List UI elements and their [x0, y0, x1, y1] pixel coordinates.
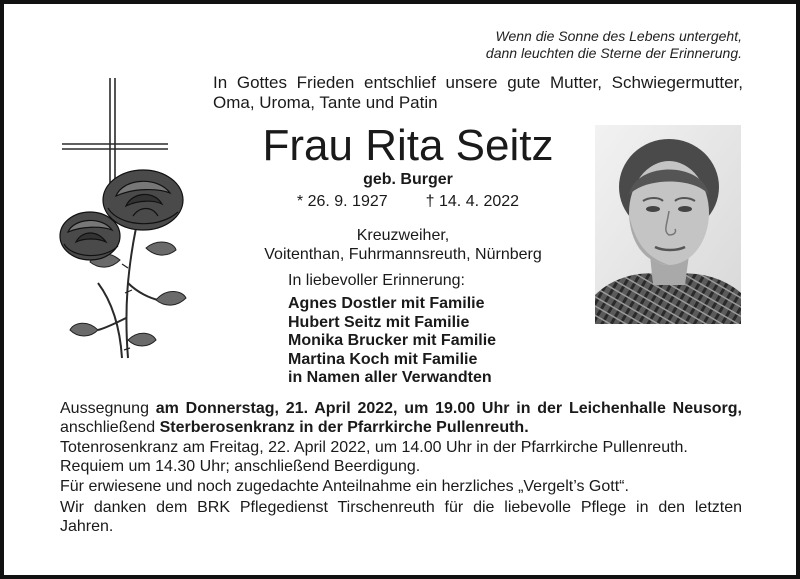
funeral-line-2: Requiem um 14.30 Uhr; anschließend Beerdigung. — [60, 457, 421, 475]
deceased-name: Frau Rita Seitz — [262, 121, 554, 170]
memory-label: In liebevoller Erinnerung: — [288, 272, 465, 289]
intro-line-2: Oma, Uroma, Tante und Patin — [213, 93, 438, 112]
blessing-notice — [60, 400, 742, 419]
mourner-item: Hubert Seitz mit Familie — [288, 313, 470, 331]
funeral-notice — [60, 439, 742, 476]
motto-line-2: dann leuchten die Sterne der Erinnerung. — [485, 45, 742, 61]
life-dates — [258, 193, 558, 211]
mourner-item: Monika Brucker mit Familie — [288, 332, 497, 349]
care-line-2: Jahren. — [60, 517, 114, 535]
motto-line-1: Wenn die Sonne des Lebens untergeht, — [495, 28, 742, 44]
birth-date: * 26. 9. 1927 — [296, 193, 388, 210]
care-line-1: Wir danken dem BRK Pflegedienst Tirschenreuth für die liebevolle Pflege in den letzten — [60, 498, 742, 516]
portrait-photo — [595, 125, 741, 324]
maiden-name: geb. Burger — [363, 171, 453, 188]
intro-text — [213, 73, 743, 113]
mourner-item: Agnes Dostler mit Familie — [288, 295, 485, 312]
places-line-1: Kreuzweiher, — [356, 227, 450, 244]
places — [238, 226, 568, 264]
mourner-item: Martina Koch mit Familie — [288, 350, 478, 368]
rosary-place: Sterberosenkranz in der Pfarrkirche Pullenreuth. — [159, 418, 529, 436]
care-notice — [60, 499, 742, 536]
rosary-prefix: anschließend — [60, 418, 160, 436]
death-date: † 14. 4. 2022 — [425, 193, 520, 210]
mourner-item: in Namen aller Verwandten — [288, 369, 492, 386]
blessing-time: am Donnerstag, 21. April 2022, um 19.00 Uhr in der Leichenhalle Neusorg, — [155, 400, 742, 417]
thanks-notice: Für erwiesene und noch zugedachte Anteilnahme ein herzliches „Vergelt’s Gott“. — [60, 478, 629, 496]
blessing-prefix: Aussegnung — [60, 400, 156, 417]
funeral-line-1: Totenrosenkranz am Freitag, 22. April 2022, um 14.00 Uhr in der Pfarrkirche Pullenreuth. — [60, 439, 688, 457]
places-line-2: Voitenthan, Fuhrmannsreuth, Nürnberg — [264, 246, 542, 263]
mourners-list — [288, 295, 496, 388]
motto-quote — [412, 28, 742, 62]
cross-with-roses-icon — [58, 78, 188, 360]
intro-line-1: In Gottes Frieden entschlief unsere gute Mutter, Schwiegermutter, — [213, 73, 743, 92]
service-notices — [60, 400, 742, 538]
rosary-notice — [60, 419, 742, 438]
